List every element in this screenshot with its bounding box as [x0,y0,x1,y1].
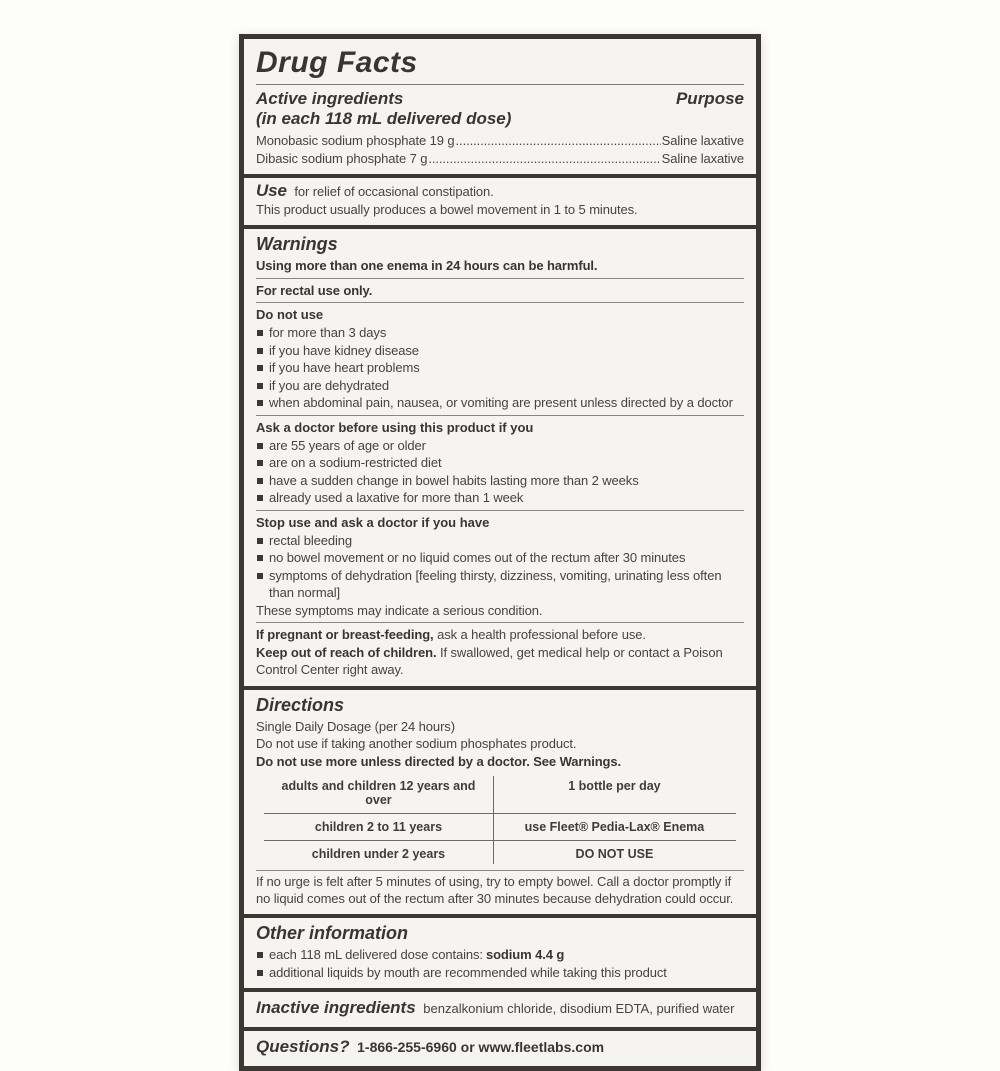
bullet-item: each 118 mL delivered dose contains: sodium 4.4 g [256,946,744,964]
bullet-item: no bowel movement or no liquid comes out of the rectum after 30 minutes [256,549,744,567]
bullet-icon [257,330,263,336]
bullet-icon [257,970,263,976]
bullet-item: additional liquids by mouth are recommended while taking this product [256,964,744,982]
dose-cell: use Fleet® Pedia-Lax® Enema [524,820,705,834]
rule [256,510,744,511]
ingredient-row [256,132,744,150]
use-heading: Use [256,181,287,200]
bullet-item: when abdominal pain, nausea, or vomiting are present unless directed by a doctor [256,394,744,412]
ingredient-name: Dibasic sodium phosphate 7 g [256,150,428,166]
bullet-item: already used a laxative for more than 1 week [256,489,744,507]
ingredient-row [256,150,744,168]
do-not-use-heading: Do not use [256,307,324,322]
bullet-icon [257,383,263,389]
age-group-cell: children 2 to 11 years [314,820,443,834]
bullet-item: have a sudden change in bowel habits lasting more than 2 weeks [256,472,744,490]
symptoms-note: These symptoms may indicate a serious condition. [256,602,543,618]
bullet-icon [257,478,263,484]
bullet-item: if you have heart problems [256,359,744,377]
ingredient-list [256,132,744,167]
dose-cell: 1 bottle per day [568,779,661,793]
directions-note: If no urge is felt after 5 minutes of using, try to empty bowel. Call a doctor promptly if no liquid comes out of the rectum after 30 minutes because dehydration could occur. [256,874,734,906]
do-not-use-list [256,324,744,412]
bullet-icon [257,460,263,466]
other-information-section [244,914,756,988]
leader-dots [456,132,661,150]
stop-use-heading: Stop use and ask a doctor if you have [256,514,490,530]
questions-contact: 1-866-255-6960 or www.fleetlabs.com [357,1039,605,1055]
pregnant-warning-bold: If pregnant or breast-feeding, [256,627,434,642]
dosage-table-row [264,813,736,840]
bullet-item: if you are dehydrated [256,377,744,395]
inactive-ingredients-heading: Inactive ingredients [256,998,416,1017]
bullet-icon [257,443,263,449]
dosage-table-row [264,840,736,867]
other-information-list [256,946,744,981]
pregnant-warning-text: ask a health professional before use. [437,627,646,642]
inactive-ingredients-text: benzalkonium chloride, disodium EDTA, purified water [423,1001,735,1016]
children-warning-text: If swallowed, get medical help or contact a Poison Control Center right away. [256,644,723,677]
children-warning-bold: Keep out of reach of children. [256,644,437,660]
warnings-heading: Warnings [256,234,338,254]
dosage-line: Single Daily Dosage (per 24 hours) [256,718,455,734]
stop-use-list [256,532,744,602]
rule [256,870,744,871]
bullet-item: are 55 years of age or older [256,437,744,455]
ingredient-purpose: Saline laxative [661,150,744,166]
questions-heading: Questions? [256,1037,350,1056]
bullet-item: rectal bleeding [256,532,744,550]
see-warnings-line: Do not use more unless directed by a doctor. See Warnings. [256,753,622,769]
bullet-icon [257,400,263,406]
rule [256,302,744,303]
page-title: Drug Facts [256,46,418,79]
sodium-product-line: Do not use if taking another sodium phosphates product. [256,736,577,751]
bullet-item: if you have kidney disease [256,342,744,360]
bullet-icon [257,348,263,354]
questions-section [244,1027,756,1066]
rule [256,278,744,279]
leader-dots [428,150,660,168]
ask-doctor-heading: Ask a doctor before using this product if you [256,419,534,435]
use-text2: This product usually produces a bowel movement in 1 to 5 minutes. [256,201,638,217]
age-group-cell: children under 2 years [311,847,446,861]
use-section [244,174,756,225]
bullet-icon [257,952,263,958]
warning-rectal-use: For rectal use only. [256,282,373,298]
ingredient-purpose: Saline laxative [661,133,744,148]
rule [256,415,744,416]
bullet-icon [257,495,263,501]
inactive-ingredients-section [244,988,756,1027]
ask-doctor-list [256,437,744,507]
bullet-item: for more than 3 days [256,324,744,342]
directions-section [244,686,756,915]
ingredient-name: Monobasic sodium phosphate 19 g [256,133,455,148]
use-text: for relief of occasional constipation. [294,184,494,199]
dose-cell: DO NOT USE [575,847,654,861]
bullet-icon [257,365,263,371]
warnings-section [244,225,756,686]
title-divider [256,84,744,85]
other-information-heading: Other information [256,923,408,943]
directions-heading: Directions [256,694,345,715]
warning-harmful: Using more than one enema in 24 hours can be harmful. [256,258,598,273]
active-ingredients-section [244,39,756,174]
active-ingredients-heading: Active ingredients [256,89,404,108]
bullet-icon [257,538,263,544]
dosage-table-row [264,773,736,813]
page-background [0,34,1000,1056]
bullet-icon [257,573,263,579]
dosage-table [264,773,736,867]
bullet-item: are on a sodium-restricted diet [256,454,744,472]
dose-subheading: (in each 118 mL delivered dose) [256,109,512,128]
bullet-item: symptoms of dehydration [feeling thirsty, dizziness, vomiting, urinating less often than normal] [256,567,744,602]
purpose-heading: Purpose [675,89,744,108]
drug-facts-label [239,34,761,1071]
rule [256,622,744,623]
bullet-icon [257,555,263,561]
age-group-cell: adults and children 12 years and over [281,779,476,807]
